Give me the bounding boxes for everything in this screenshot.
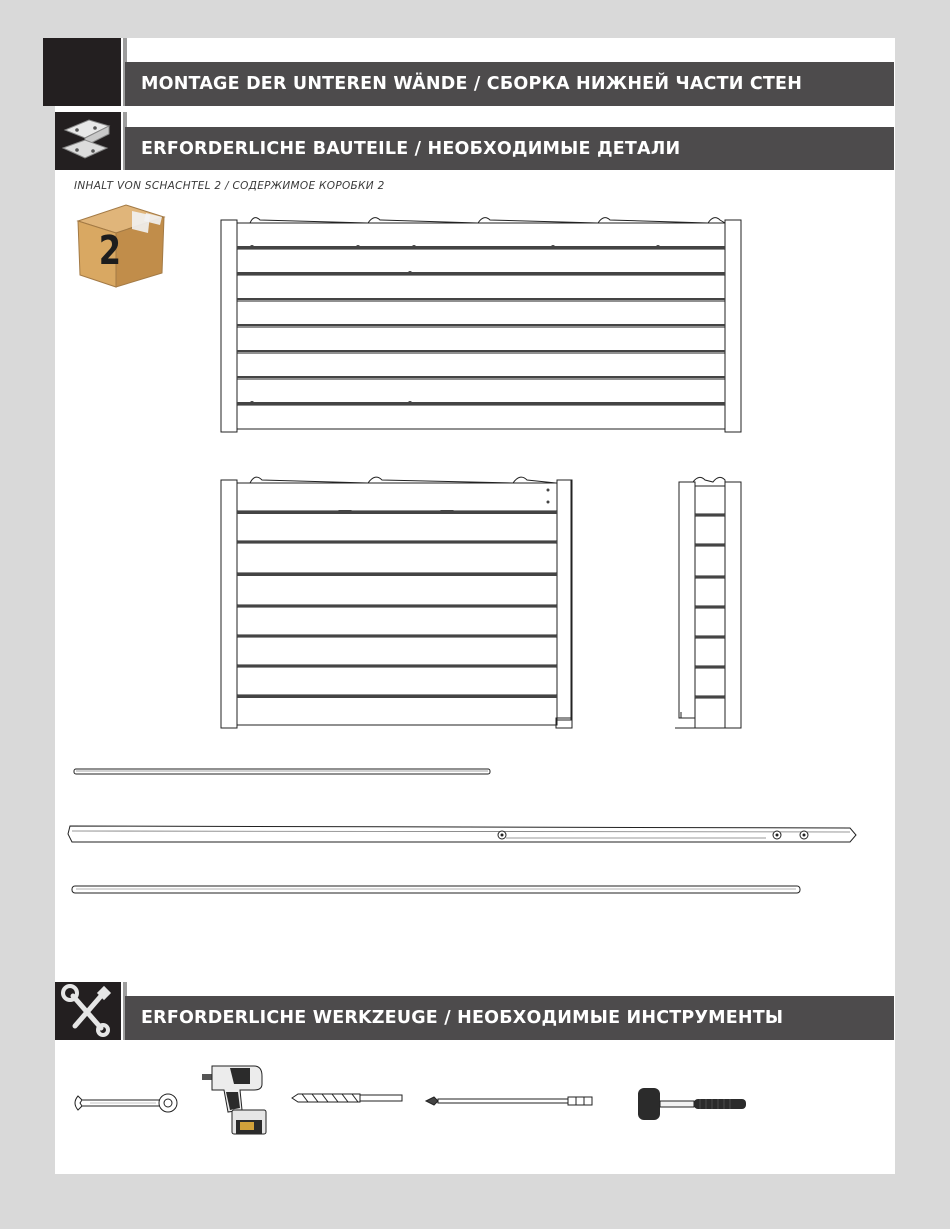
- step-number-box: [43, 38, 121, 106]
- cordless-drill-icon: [200, 1062, 270, 1138]
- box-number: 2: [98, 228, 122, 274]
- screwdriver-bit-icon: [424, 1094, 596, 1108]
- drill-bit-icon: [290, 1092, 406, 1104]
- narrow-wall-panel-drawing: [673, 474, 743, 732]
- wrench-icon: [70, 1090, 180, 1116]
- page-title: MONTAGE DER UNTEREN WÄNDE / СБОРКА НИЖНЕЙ ЧАСТИ СТЕН: [125, 62, 894, 106]
- short-rail-drawing: [72, 766, 494, 778]
- wrench-screwdriver-icon: [55, 982, 121, 1040]
- medium-wall-panel-drawing: [218, 470, 580, 732]
- rubber-mallet-icon: [634, 1084, 750, 1124]
- long-rail-drawing: [70, 884, 804, 896]
- parts-section-icon-box: [55, 112, 121, 170]
- large-wall-panel-drawing: [218, 210, 748, 436]
- long-beam-drawing: [66, 822, 858, 848]
- tools-section-title: ERFORDERLICHE WERKZEUGE / НЕОБХОДИМЫЕ ИНСТРУМЕНТЫ: [125, 996, 894, 1040]
- bracket-icon: [55, 112, 121, 170]
- box-contents-label: INHALT VON SCHACHTEL 2 / СОДЕРЖИМОЕ КОРОБКИ 2: [74, 180, 385, 192]
- tools-section-icon-box: [55, 982, 121, 1040]
- parts-section-title: ERFORDERLICHE BAUTEILE / НЕОБХОДИМЫЕ ДЕТАЛИ: [125, 127, 894, 170]
